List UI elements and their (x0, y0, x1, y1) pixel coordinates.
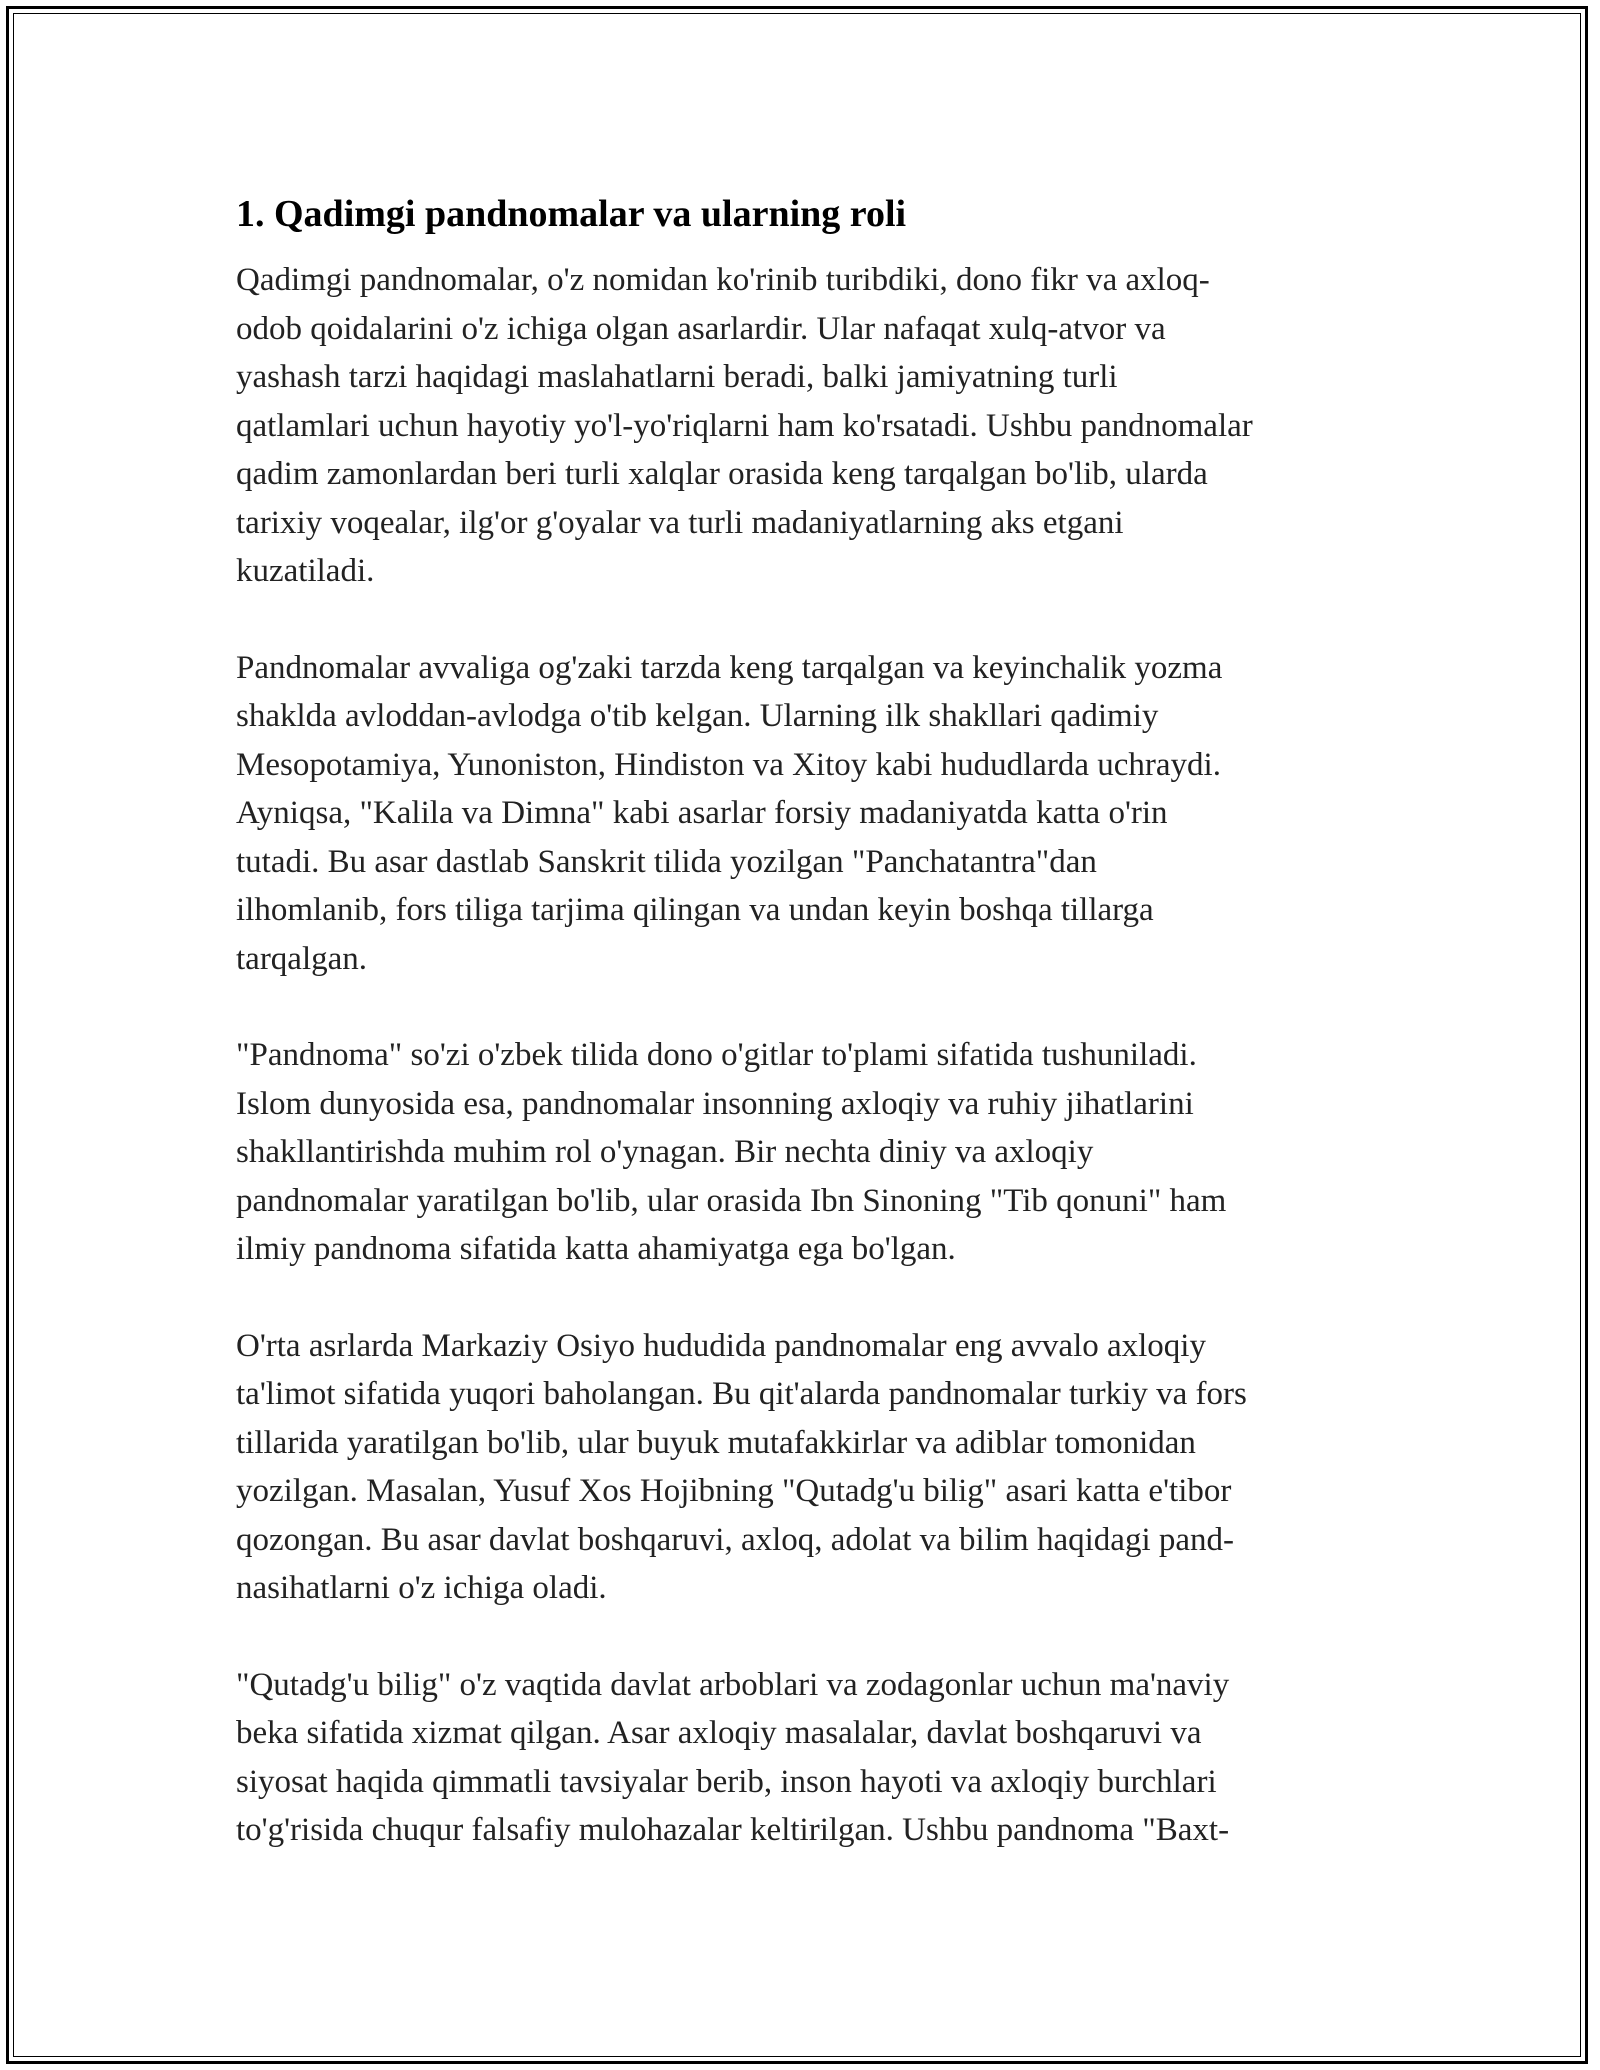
paragraph-line: qatlamlari uchun hayotiy yo'l-yo'riqlarni ham ko'rsatadi. Ushbu pandnomalar (236, 407, 1253, 444)
paragraph-line: shaklda avloddan-avlodga o'tib kelgan. Ularning ilk shakllari qadimiy (236, 698, 1159, 734)
paragraph-line: tarixiy voqealar, ilg'or g'oyalar va turli madaniyatlarning aks etgani (236, 504, 1124, 541)
section-heading: 1. Qadimgi pandnomalar va ularning roli (236, 193, 907, 235)
paragraph-line: "Qutadg'u bilig" o'z vaqtida davlat arboblari va zodagonlar uchun ma'naviy (236, 1666, 1230, 1703)
paragraph-line: beka sifatida xizmat qilgan. Asar axloqiy masalalar, davlat boshqaruvi va (236, 1715, 1202, 1751)
paragraph-line: Ayniqsa, "Kalila va Dimna" kabi asarlar forsiy madaniyatda katta o'rin (236, 795, 1168, 831)
paragraph-line: shakllantirishda muhim rol o'ynagan. Bir nechta diniy va axloqiy (236, 1134, 1094, 1170)
paragraph-line: yozilgan. Masalan, Yusuf Xos Hojibning "Qutadg'u bilig" asari katta e'tibor (236, 1473, 1232, 1509)
paragraph-line: pandnomalar yaratilgan bo'lib, ular orasida Ibn Sinoning "Tib qonuni" ham (236, 1182, 1227, 1219)
paragraph-line: tarqalgan. (236, 940, 368, 977)
paragraph-line: Mesopotamiya, Yunoniston, Hindiston va Xitoy kabi hududlarda uchraydi. (236, 746, 1221, 783)
paragraph-line: O'rta asrlarda Markaziy Osiyo hududida pandnomalar eng avvalo axloqiy (236, 1327, 1206, 1364)
paragraph-line: tillarida yaratilgan bo'lib, ular buyuk mutafakkirlar va adiblar tomonidan (236, 1424, 1196, 1461)
paragraph (236, 1031, 1372, 1274)
paragraph-line: siyosat haqida qimmatli tavsiyalar berib, inson hayoti va axloqiy burchlari (236, 1763, 1217, 1800)
paragraph-line: kuzatiladi. (236, 553, 375, 589)
document-body (236, 188, 1372, 1903)
paragraph-list (236, 256, 1372, 1855)
paragraph (236, 644, 1372, 984)
paragraph-line: Qadimgi pandnomalar, o'z nomidan ko'rinib turibdiki, dono fikr va axloq- (236, 262, 1210, 298)
paragraph (236, 1322, 1372, 1613)
paragraph-line: tutadi. Bu asar dastlab Sanskrit tilida yozilgan "Panchatantra"dan (236, 843, 1097, 880)
paragraph (236, 256, 1372, 596)
paragraph-line: nasihatlarni o'z ichiga oladi. (236, 1570, 607, 1606)
paragraph-line: to'g'risida chuqur falsafiy mulohazalar keltirilgan. Ushbu pandnoma "Baxt- (236, 1812, 1230, 1848)
paragraph-line: "Pandnoma" so'zi o'zbek tilida dono o'gitlar to'plami sifatida tushuniladi. (236, 1037, 1197, 1073)
paragraph-line: qozongan. Bu asar davlat boshqaruvi, axloq, adolat va bilim haqidagi pand- (236, 1521, 1234, 1558)
paragraph (236, 1661, 1372, 1855)
paragraph-line: ilhomlanib, fors tiliga tarjima qilingan va undan keyin boshqa tillarga (236, 892, 1154, 928)
paragraph-line: Islom dunyosida esa, pandnomalar insonning axloqiy va ruhiy jihatlarini (236, 1085, 1194, 1122)
paragraph-line: qadim zamonlardan beri turli xalqlar orasida keng tarqalgan bo'lib, ularda (236, 456, 1208, 492)
paragraph-line: ilmiy pandnoma sifatida katta ahamiyatga ega bo'lgan. (236, 1231, 956, 1267)
paragraph-line: ta'limot sifatida yuqori baholangan. Bu qit'alarda pandnomalar turkiy va fors (236, 1376, 1247, 1412)
paragraph-line: Pandnomalar avvaliga og'zaki tarzda keng tarqalgan va keyinchalik yozma (236, 649, 1223, 686)
paragraph-line: yashash tarzi haqidagi maslahatlarni beradi, balki jamiyatning turli (236, 359, 1118, 395)
paragraph-line: odob qoidalarini o'z ichiga olgan asarlardir. Ular nafaqat xulq-atvor va (236, 310, 1166, 347)
